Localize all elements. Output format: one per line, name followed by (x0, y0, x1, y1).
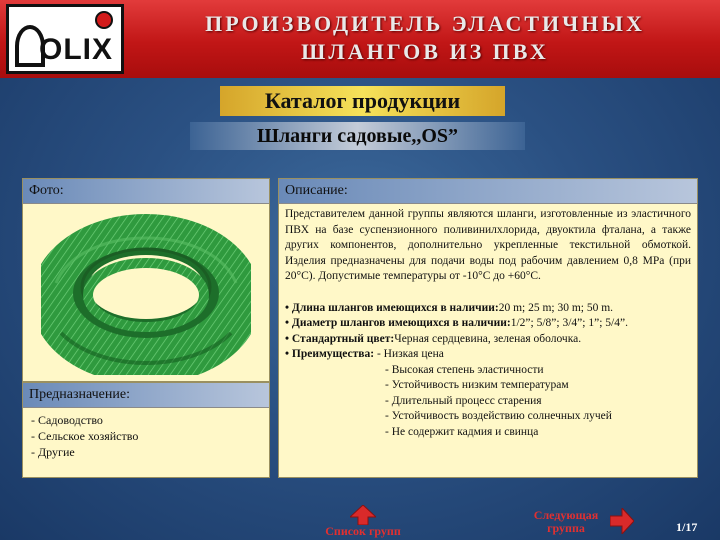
spec-advantages (279, 347, 697, 363)
group-list-label: Список групп (325, 524, 401, 538)
logo-dot-icon (95, 11, 113, 29)
description-heading: Описание: (279, 179, 697, 204)
spec-label: • Длина шлангов имеющихся в наличии: (285, 301, 499, 314)
list-item: - Сельское хозяйство (31, 429, 139, 443)
spec-diameter (279, 316, 697, 332)
group-list-link[interactable] (318, 505, 408, 538)
next-group-link[interactable] (526, 509, 606, 535)
spec-label: • Стандартный цвет: (285, 332, 395, 345)
next-group-line-2: группа (547, 521, 585, 535)
product-heading (190, 122, 525, 150)
spec-value: 1/2”; 5/8”; 3/4”; 1”; 5/4”. (510, 317, 628, 329)
arrow-right-icon[interactable] (610, 508, 634, 534)
spec-value: - Низкая цена (374, 348, 444, 360)
spec-label: • Диаметр шлангов имеющихся в наличии: (285, 317, 511, 329)
spec-value: 20 m; 25 m; 30 m; 50 m. (498, 301, 614, 314)
spec-value: Черная сердцевина, зеленая оболочка. (394, 332, 582, 345)
advantage-item: - Не содержит кадмия и свинца (385, 425, 539, 438)
page-title (130, 10, 720, 66)
catalog-title: Каталог продукции (264, 88, 461, 113)
spec-color (279, 332, 697, 348)
next-group-line-1: Следующая (533, 508, 599, 522)
header-banner (0, 0, 720, 78)
title-line-1: ПРОИЗВОДИТЕЛЬ ЭЛАСТИЧНЫХ (205, 11, 645, 36)
product-subtitle: Шланги садовые,,OS” (256, 125, 459, 147)
logo-text: OLIX (39, 33, 114, 66)
list-item: - Другие (31, 445, 75, 459)
garden-hose-image (41, 203, 251, 375)
page-number: 1/17 (676, 520, 698, 534)
catalog-heading (220, 86, 505, 116)
advantage-item: - Высокая степень эластичности (385, 363, 544, 376)
spec-label: • Преимущества: (285, 348, 375, 360)
title-line-2: ШЛАНГОВ ИЗ ПВХ (301, 39, 549, 64)
purpose-heading: Предназначение: (23, 383, 269, 408)
description-panel (278, 178, 698, 478)
advantage-item: - Устойчивость низким температурам (385, 379, 569, 391)
advantage-item: - Устойчивость воздействию солнечных лучей (385, 410, 612, 422)
photo-heading: Фото: (23, 179, 269, 204)
spec-length (279, 301, 697, 317)
list-item: - Садоводство (31, 413, 103, 427)
purpose-list (23, 408, 269, 464)
advantage-item: - Длительный процесс старения (385, 394, 542, 407)
photo-panel (22, 178, 270, 382)
description-text: Представителем данной группы являются шланги, изготовленные из эластичного ПВХ на базе суспензионного поливинилхлорида, двуоктила фталана, а также других компонентов, дополнительно укрепленные текстильной обмоткой. Изделия предназначены для подачи воды под рабочим давлением 0,8 MPa (при 20°С). Допустимые температуры от -10°С до +60°С. (285, 208, 691, 282)
purpose-panel (22, 382, 270, 478)
polix-logo (6, 4, 124, 74)
arrow-up-icon (350, 505, 376, 525)
